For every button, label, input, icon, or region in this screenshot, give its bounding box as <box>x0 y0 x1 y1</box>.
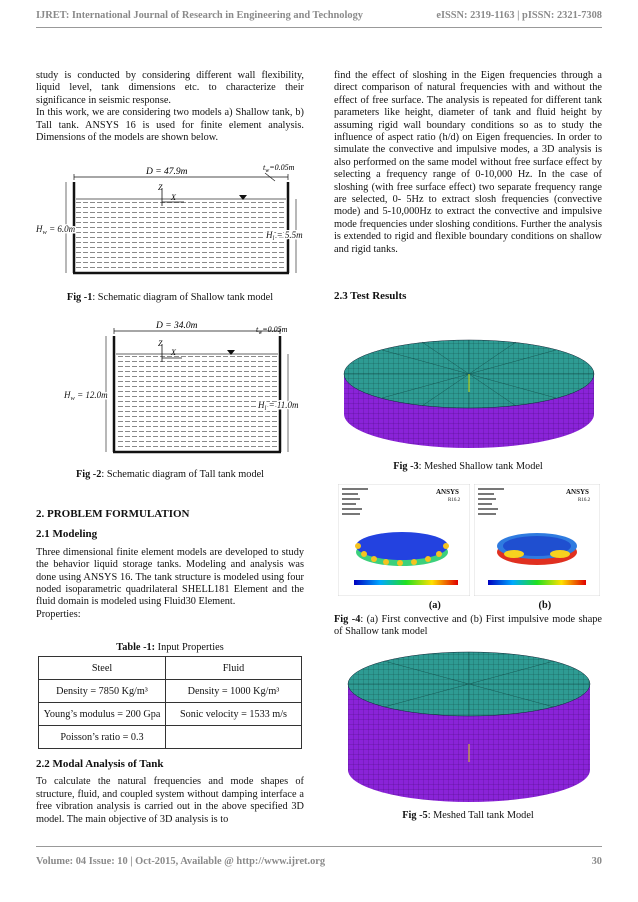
svg-text:R16.2: R16.2 <box>448 498 461 503</box>
svg-text:Hl = 5.5m: $H_l = 5.5m$ <box>266 230 303 242</box>
table-row <box>39 703 302 726</box>
figure-meshed-shallow-tank <box>338 318 600 448</box>
svg-text:tw=0.05m: $t_w=0.05m$ <box>263 163 295 174</box>
sublabel-b: (b) <box>538 600 552 611</box>
svg-text:R16.2: R16.2 <box>578 498 591 503</box>
header-rule <box>36 27 602 28</box>
table-cell: Density = 7850 Kg/m³ <box>39 680 166 703</box>
diameter-label: D = 34.0m <box>156 321 198 331</box>
svg-text:Hw = 6.0m: $H_w = 6.0m$ <box>36 224 76 236</box>
table-header-row <box>39 657 302 680</box>
figure-convective-mode-a <box>338 484 470 596</box>
table-cell: Young’s modulus = 200 Gpa <box>39 703 166 726</box>
properties-label: Properties: <box>36 608 81 620</box>
paragraph: Three dimensional finite element models are developed to study the behavior liquid storage tanks. Modeling and analysis was done using ANSYS 16. The tank structure is modeled using four noded isoparametric quadrilateral SHELL181 Element and the fluid domain is modeled using Fluid30 Element. <box>36 546 304 608</box>
paragraph: In this work, we are considering two models a) Shallow tank, b) Tall tank. ANSYS 16 is used for finite element analysis. Dimensions of the models are shown below. <box>36 107 304 144</box>
section-22-block <box>36 758 304 826</box>
running-header <box>36 10 602 21</box>
ansys-logo: ANSYS <box>566 488 589 496</box>
diameter-label: D = 47.9m <box>146 167 188 177</box>
input-properties-table <box>38 656 302 749</box>
figure-impulsive-mode-b <box>474 484 600 596</box>
page-number: 30 <box>591 856 602 867</box>
svg-text:Hw = 12.0m: $H_w = 12.0m$ <box>64 390 108 402</box>
svg-text:Hl = 11.0m: $H_l = 11.0m$ <box>258 400 299 412</box>
svg-text:Z: Z <box>158 183 163 192</box>
volume-info: Volume: 04 Issue: 10 | Oct-2015, Available @ http://www.ijret.org <box>36 856 326 867</box>
table-cell: Density = 1000 Kg/m³ <box>166 680 302 703</box>
svg-text:Z: Z <box>158 339 163 348</box>
table1-caption: Table -1: Input Properties <box>116 642 224 653</box>
svg-text:X: X <box>171 348 176 357</box>
svg-text:tw=0.05m: $t_w=0.05m$ <box>256 325 288 336</box>
left-column-text <box>36 70 304 144</box>
subsection-heading: 2.3 Test Results <box>334 290 407 302</box>
fig4-sublabels <box>380 600 600 611</box>
paragraph: To calculate the natural frequencies and mode shapes of structure, fluid, and coupled system without damping interface a free vibration analysis is carried out in the above specified 3D model. The main objective of 3D analysis is to <box>36 776 304 825</box>
ansys-logo: ANSYS <box>436 488 459 496</box>
paragraph: find the effect of sloshing in the Eigen frequencies through a direct comparison of natural frequencies with and without the effect of free surface. The analysis is repeated for different tank parameters like height, diameter of tank and fluid height by assuming rigid wall boundary conditions so as to study the influence of aspect ratio (h/d) on Eigen frequencies. In order to simulate the convective and impulsive modes, a 3D analysis is also performed on the same model without free surface effect by selecting a frequency range of 0-10,000 Hz. In the case of sloshing (with free surface effect) two separate frequency range are selected, 0- 5Hz to extract slosh frequencies (convective mode) and 5-10,000Hz to extract the convective and impulsive mode frequencies under sloshing conditions. Further the analysis is extended to rigid and flexible boundary conditions on shallow and rigid tanks. <box>334 70 602 255</box>
fig2-caption: Fig -2: Schematic diagram of Tall tank model <box>75 469 265 480</box>
section-2-block <box>36 508 304 621</box>
table-header: Fluid <box>166 657 302 680</box>
figure-meshed-tall-tank <box>338 644 600 806</box>
fig4-caption: Fig -4: (a) First convective and (b) First impulsive mode shape of Shallow tank model <box>334 614 602 638</box>
sublabel-a: (a) <box>428 600 441 611</box>
subsection-heading: 2.2 Modal Analysis of Tank <box>36 758 164 770</box>
table-row <box>39 680 302 703</box>
fig5-caption: Fig -5: Meshed Tall tank Model <box>402 810 534 821</box>
footer-rule <box>36 846 602 847</box>
section-heading: 2. PROBLEM FORMULATION <box>36 508 190 520</box>
table-cell <box>166 726 302 749</box>
right-column-text <box>334 70 602 256</box>
table-row <box>39 726 302 749</box>
journal-title: IJRET: International Journal of Research in Engineering and Technology <box>36 10 363 21</box>
paragraph: study is conducted by considering different wall flexibility, liquid level, tank dimensions etc. to characterize their significance in seismic response. <box>36 70 304 106</box>
running-footer <box>36 856 602 867</box>
table-cell: Poisson’s ratio = 0.3 <box>39 726 166 749</box>
svg-text:X: X <box>171 193 176 202</box>
fig1-caption: Fig -1: Schematic diagram of Shallow tank model <box>66 292 274 303</box>
issn: eISSN: 2319-1163 | pISSN: 2321-7308 <box>436 10 602 21</box>
figure-tall-tank-schematic <box>34 314 304 460</box>
subsection-heading: 2.1 Modeling <box>36 528 98 541</box>
table-cell: Sonic velocity = 1533 m/s <box>166 703 302 726</box>
table-header: Steel <box>39 657 166 680</box>
fig3-caption: Fig -3: Meshed Shallow tank Model <box>393 461 543 472</box>
figure-shallow-tank-schematic <box>34 160 304 282</box>
